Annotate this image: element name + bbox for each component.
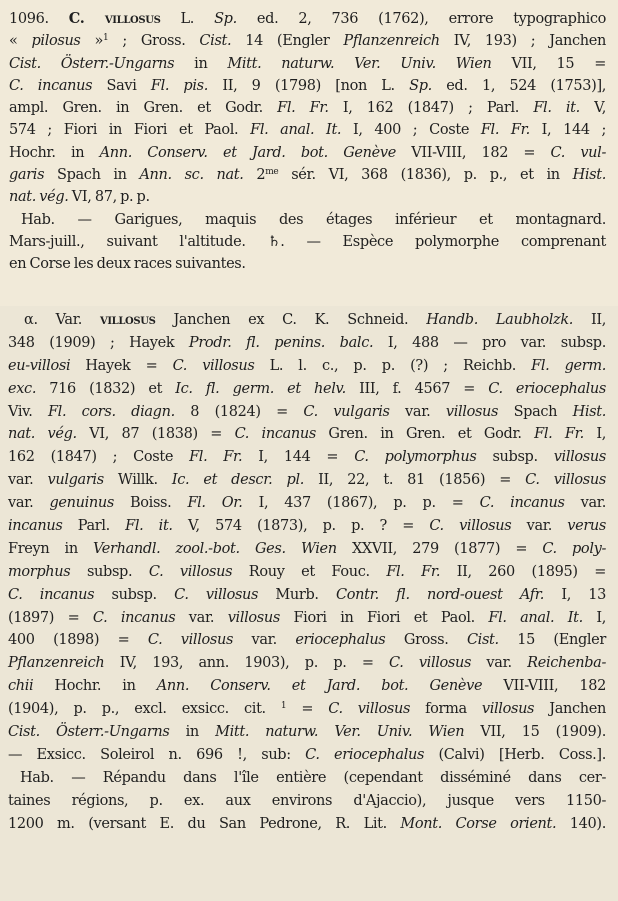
text-run: VI, 87, p. p. <box>68 189 150 206</box>
text-line <box>8 355 606 378</box>
text-line <box>8 561 606 584</box>
text-run: var. <box>471 655 528 672</box>
italic-run: C. vul- <box>550 144 606 161</box>
text-run: II, 260 (1895) = <box>440 563 607 580</box>
text-run: var. <box>564 495 606 512</box>
italic-run: chii <box>8 678 34 695</box>
italic-run: C. eriocephalus <box>488 380 606 397</box>
text-line <box>8 607 606 630</box>
text-line <box>8 538 606 561</box>
italic-run: villosus <box>553 449 606 466</box>
text-run: Gren. in Gren. et Godr. <box>315 426 535 443</box>
italic-run: Mitt. naturw. Ver. Univ. Wien <box>227 55 492 72</box>
italic-run: verus <box>567 518 606 535</box>
text-run: « <box>9 33 32 50</box>
italic-run: genuinus <box>49 495 114 512</box>
text-line <box>8 744 606 767</box>
text-run: — Exsicc. Soleirol n. 696 !, sub: <box>8 746 306 763</box>
italic-run: Fl. Fr. <box>480 122 530 139</box>
italic-run: villosus <box>481 701 535 718</box>
text-line <box>8 423 606 446</box>
text-run: α. Var. <box>24 312 100 328</box>
italic-run: Fl. cors. diagn. <box>47 403 175 420</box>
italic-run: Mont. Corse orient. <box>400 815 557 832</box>
text-run: Gross. <box>385 632 467 649</box>
italic-run: Hist. <box>572 403 606 420</box>
text-run: Janchen ex C. K. Schneid. <box>155 312 427 328</box>
text-line <box>8 652 606 675</box>
italic-run: Ic. fl. germ. et helv. <box>175 380 346 397</box>
text-run: 574 ; Fiori in Fiori et Paol. <box>9 122 251 139</box>
text-run: subsp. <box>70 563 149 580</box>
italic-run: Ann. sc. nat. <box>139 167 244 184</box>
text-line <box>9 8 606 30</box>
italic-run: Fl. pis. <box>150 77 209 94</box>
italic-run: villosus <box>445 403 499 420</box>
text-run: = <box>286 701 329 718</box>
italic-run: C. villosus <box>147 632 234 649</box>
variety-heading-line <box>8 309 606 332</box>
species-entry-top <box>0 0 618 306</box>
italic-run: nat. vég. <box>9 189 69 206</box>
text-run: V, <box>579 100 607 117</box>
italic-run: Fl. Fr. <box>189 449 243 466</box>
italic-run: C. eriocephalus <box>305 746 425 763</box>
text-run: 2 <box>243 167 266 184</box>
italic-run: C. villosus <box>389 655 472 672</box>
italic-run: Cist. <box>466 632 499 649</box>
text-run: VI, 87 (1838) = <box>76 426 235 443</box>
text-line <box>8 378 606 401</box>
text-run: » <box>80 33 103 50</box>
text-run: 8 (1824) = <box>174 403 304 420</box>
text-line <box>9 97 606 119</box>
text-line <box>8 790 606 813</box>
italic-run: C. villosus <box>429 518 512 535</box>
text-line <box>8 469 606 492</box>
text-run: (Calvi) [Herb. Coss.]. <box>424 746 606 763</box>
habitat-line <box>9 209 606 231</box>
italic-run: pilosus <box>31 33 81 50</box>
variety-entry <box>0 306 618 901</box>
italic-run: C. polymorphus <box>354 449 477 466</box>
italic-run: C. incanus <box>479 495 565 512</box>
text-run: I, 437 (1867), p. p. = <box>242 495 480 512</box>
italic-run: C. villosus <box>148 563 233 580</box>
text-run: Spach in <box>44 167 140 184</box>
text-run: I, 144 = <box>242 449 355 466</box>
text-run: var. <box>389 403 446 420</box>
text-line <box>8 813 606 836</box>
text-run: 400 (1898) = <box>8 632 148 649</box>
text-line <box>9 253 606 275</box>
text-run: var. <box>8 495 50 512</box>
text-run: 348 (1909) ; Hayek <box>8 334 189 351</box>
italic-run: morphus <box>8 563 71 580</box>
text-run: en Corse les deux races suivantes. <box>9 256 246 273</box>
text-run: XXVII, 279 (1877) = <box>336 540 543 557</box>
italic-run: C. villosus <box>525 472 606 489</box>
text-run: Parl. <box>62 518 126 535</box>
italic-run: Fl. Fr. <box>277 100 329 117</box>
text-line <box>8 698 606 721</box>
italic-run: Prodr. fl. penins. balc. <box>188 334 374 351</box>
italic-run: Fl. Fr. <box>386 563 441 580</box>
text-line <box>9 30 606 52</box>
text-line <box>8 675 606 698</box>
text-run: ; Gross. <box>108 33 200 50</box>
text-run: Hochr. in <box>33 678 157 695</box>
text-line <box>8 446 606 469</box>
bold-run: villosus <box>99 311 156 328</box>
italic-run: Pflanzenreich <box>343 33 440 50</box>
italic-run: eu-villosi <box>8 357 71 374</box>
italic-run: Fl. it. <box>533 100 580 117</box>
italic-run: Fl. germ. <box>531 357 606 374</box>
text-run: VII, 15 (1909). <box>464 724 606 741</box>
italic-run: C. vulgaris <box>303 403 390 420</box>
text-run: III, f. 4567 = <box>345 380 489 397</box>
text-run: L. <box>160 11 215 27</box>
text-run: IV, 193) ; Janchen <box>439 33 606 50</box>
text-run: var. <box>511 518 568 535</box>
italic-run: Mitt. naturw. Ver. Univ. Wien <box>215 724 465 741</box>
italic-run: Fl. Fr. <box>534 426 584 443</box>
italic-run: eriocephalus <box>295 632 386 649</box>
text-run: ed. 1, 524 (1753)], <box>431 77 607 94</box>
italic-run: Cist. Österr.-Ungarns <box>9 55 175 72</box>
text-run: var. <box>8 472 48 489</box>
text-run: 14 (Engler <box>231 33 344 50</box>
text-run: (1904), p. p., excl. exsicc. cit. <box>8 701 281 718</box>
text-run: in <box>169 724 216 741</box>
text-run: L. l. c., p. p. (?) ; Reichb. <box>254 357 532 374</box>
text-run: Hayek = <box>70 357 173 374</box>
italic-run: Cist. <box>199 33 232 50</box>
text-run: I, 144 ; <box>529 122 607 139</box>
text-run: Rouy et Fouc. <box>232 563 387 580</box>
italic-run: Fl. anal. It. <box>488 609 583 626</box>
text-line <box>8 515 606 538</box>
text-run: Janchen <box>534 701 606 718</box>
text-run: Mars-juill., suivant l'altitude. ♄. — Espèce polymorphe comprenant <box>9 233 606 250</box>
italic-run: C. incanus <box>8 586 95 603</box>
text-run: ampl. Gren. in Gren. et Godr. <box>9 100 278 117</box>
italic-run: C. poly- <box>542 540 606 557</box>
italic-run: Ann. Conserv. et Jard. bot. Genève <box>156 678 483 695</box>
italic-run: C. villosus <box>174 586 259 603</box>
text-line <box>9 186 606 208</box>
text-line <box>8 629 606 652</box>
text-run: Boiss. <box>113 495 188 512</box>
italic-run: Hist. <box>572 167 606 184</box>
text-run: V, 574 (1873), p. p. ? = <box>172 518 430 535</box>
text-run: 1200 m. (versant E. du San Pedrone, R. Lit. <box>8 815 401 832</box>
text-run: VII-VIII, 182 <box>482 678 606 695</box>
text-run: VII-VIII, 182 = <box>395 144 551 161</box>
italic-run: C. incanus <box>92 609 176 626</box>
italic-run: Cist. Österr.-Ungarns <box>8 724 170 741</box>
text-run: Murb. <box>258 586 336 603</box>
text-run: II, 9 (1798) [non L. <box>208 77 410 94</box>
italic-run: villosus <box>227 609 280 626</box>
text-line <box>9 164 606 186</box>
text-line <box>9 53 606 75</box>
text-run: I, 13 <box>544 586 607 603</box>
text-run: Hab. — Garigues, maquis des étages inférieur et montagnard. <box>21 211 606 228</box>
italic-run: C. villosus <box>328 701 411 718</box>
italic-run: C. incanus <box>9 77 93 94</box>
text-run: subsp. <box>476 449 554 466</box>
text-run: subsp. <box>94 586 175 603</box>
text-run: I, 162 (1847) ; Parl. <box>328 100 534 117</box>
text-run: II, <box>573 312 607 328</box>
habitat-line <box>8 767 606 790</box>
text-run: forma <box>410 701 482 718</box>
text-line <box>9 75 606 97</box>
text-run: Freyn in <box>8 540 94 557</box>
text-line <box>8 721 606 744</box>
text-run: var. <box>175 609 228 626</box>
text-line <box>9 119 606 141</box>
text-run: in <box>174 55 228 72</box>
text-run: I, <box>582 609 607 626</box>
text-run: Savi <box>92 77 151 94</box>
text-run: ed. 2, 736 (1762), errore typographico <box>236 11 607 27</box>
superscript-run: 1 <box>280 701 287 712</box>
text-run: sér. VI, 368 (1836), p. p., et in <box>278 167 573 184</box>
text-line <box>8 584 606 607</box>
italic-run: C. villosus <box>172 357 255 374</box>
text-line <box>8 332 606 355</box>
text-run: II, 22, t. 81 (1856) = <box>304 472 526 489</box>
text-run: 162 (1847) ; Coste <box>8 449 190 466</box>
text-run: I, 400 ; Coste <box>341 122 481 139</box>
text-run: I, 488 — pro var. subsp. <box>373 334 606 351</box>
text-run: Willk. <box>103 472 172 489</box>
text-run: IV, 193, ann. 1903), p. p. = <box>104 655 389 672</box>
italic-run: Fl. it. <box>125 518 173 535</box>
text-run: I, <box>583 426 606 443</box>
italic-run: Sp. <box>409 77 432 94</box>
text-line <box>9 231 606 253</box>
text-run: Viv. <box>8 403 48 420</box>
italic-run: Fl. Or. <box>187 495 243 512</box>
italic-run: Reichenba- <box>527 655 607 672</box>
italic-run: Verhandl. zool.-bot. Ges. Wien <box>93 540 337 557</box>
text-line <box>8 401 606 424</box>
bold-run: C. villosus <box>68 10 161 27</box>
text-run: Spach <box>498 403 573 420</box>
text-run: (1897) = <box>8 609 93 626</box>
text-run: 716 (1832) et <box>36 380 176 397</box>
text-run: Hab. — Répandu dans l'île entière (cependant disséminé dans cer- <box>20 769 606 786</box>
italic-run: nat. vég. <box>8 426 77 443</box>
italic-run: Sp. <box>214 11 237 27</box>
text-run: 1096. <box>9 11 69 27</box>
italic-run: Ann. Conserv. et Jard. bot. Genève <box>99 144 396 161</box>
italic-run: Ic. et descr. pl. <box>171 472 305 489</box>
text-run: var. <box>233 632 296 649</box>
text-run: VII, 15 = <box>491 55 606 72</box>
italic-run: garis <box>9 167 45 184</box>
text-line <box>8 492 606 515</box>
italic-run: incanus <box>8 518 63 535</box>
italic-run: vulgaris <box>47 472 104 489</box>
italic-run: exc. <box>8 380 37 397</box>
italic-run: Contr. fl. nord-ouest Afr. <box>336 586 545 603</box>
italic-run: C. incanus <box>234 426 316 443</box>
text-line <box>9 142 606 164</box>
superscript-run: me <box>265 167 279 178</box>
text-run: Fiori in Fiori et Paol. <box>279 609 489 626</box>
italic-run: Fl. anal. It. <box>250 122 342 139</box>
italic-run: Pflanzenreich <box>8 655 105 672</box>
text-run: Hochr. in <box>9 144 100 161</box>
italic-run: Handb. Laubholzk. <box>426 312 574 328</box>
superscript-run: 1 <box>103 33 109 44</box>
text-run: 140). <box>556 815 606 832</box>
text-run: taines régions, p. ex. aux environs d'Ajaccio), jusque vers 1150- <box>8 792 606 809</box>
text-run: 15 (Engler <box>498 632 606 649</box>
